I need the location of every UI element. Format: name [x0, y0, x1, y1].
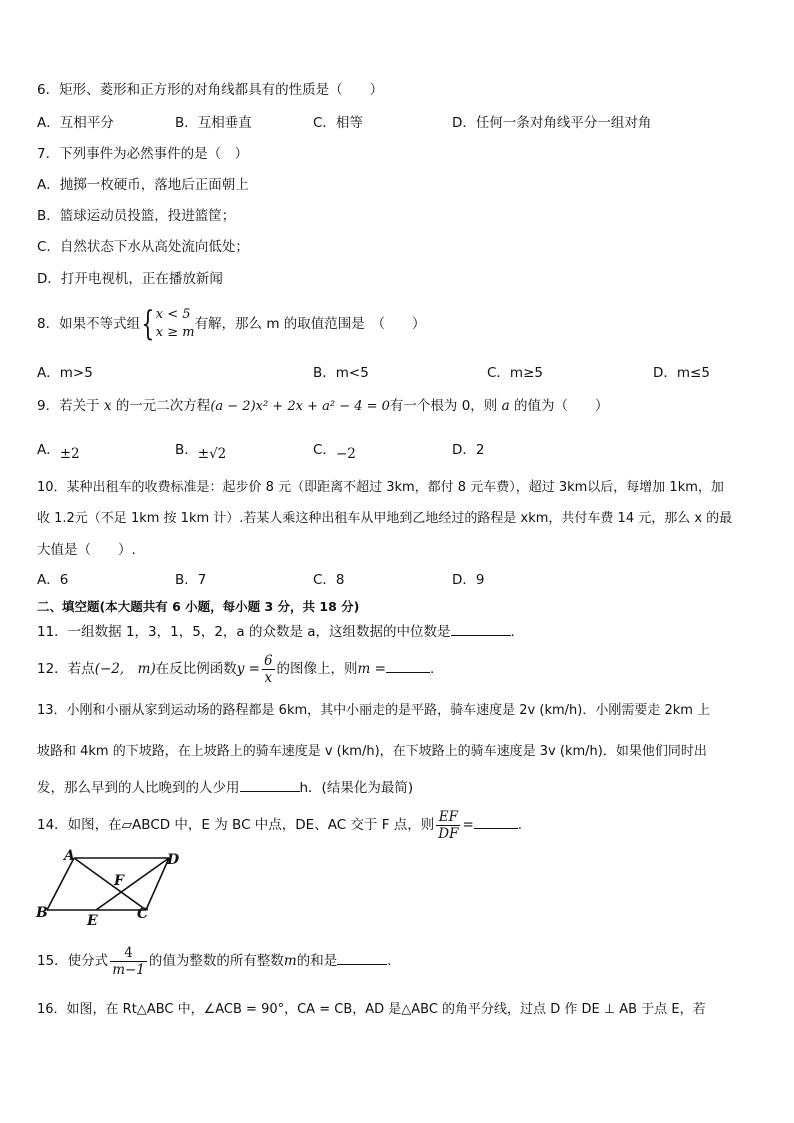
answer-blank[interactable]	[386, 660, 430, 673]
q7-option-b: B．篮球运动员投篮，投进篮筐；	[37, 208, 236, 224]
q7-stem: 7．下列事件为必然事件的是（ ）	[37, 146, 249, 162]
q9-stem-pre: 9．若关于	[37, 398, 100, 414]
q9-option-a-value: ±2	[59, 446, 80, 462]
q11-stem-text: 11．一组数据 1，3，1，5，2，a 的众数是 a，这组数据的中位数是	[37, 624, 451, 640]
answer-blank[interactable]	[337, 952, 387, 965]
point-label-f: F	[114, 873, 124, 889]
answer-blank[interactable]	[240, 779, 300, 792]
q14-end: .	[517, 817, 523, 833]
q12-stem	[37, 650, 434, 688]
q9-stem-end: 的值为（ ）	[513, 398, 609, 414]
vertex-label-a: A	[64, 848, 75, 864]
q8-option-c: C．m≥5	[487, 365, 543, 381]
q12-answer-lhs: m =	[357, 661, 386, 677]
q10-line-3: 大值是（ ）.	[37, 542, 136, 558]
section-heading: 二、填空题(本大题共有 6 小题，每小题 3 分，共 18 分)	[37, 599, 360, 614]
q9-option-a-label: A．	[37, 442, 60, 458]
q6-option-d: D．任何一条对角线平分一组对角	[452, 115, 652, 131]
q7-option-d: D．打开电视机，正在播放新闻	[37, 271, 223, 287]
parallelogram-figure	[34, 847, 184, 927]
q9-option-c-value: −2	[335, 446, 356, 462]
q11-stem	[37, 622, 515, 642]
q14-pre: 14．如图，在▱ABCD 中，E 为 BC 中点，DE、AC 交于 F 点，则	[37, 817, 435, 833]
q9-option-c-label: C．	[313, 442, 336, 458]
q12-func-lhs: y =	[236, 661, 260, 677]
q9-stem-mid: 的一元二次方程	[115, 398, 211, 414]
q8-option-d: D．m≤5	[653, 365, 710, 381]
q9-option-b	[175, 440, 226, 460]
q9-option-b-value: ±√2	[197, 446, 227, 462]
q9-option-b-label: B．	[175, 442, 198, 458]
q15-end: 的和是	[296, 953, 338, 969]
q10-option-c: C．8	[313, 572, 345, 588]
q12-denominator: x	[264, 669, 273, 686]
q12-numerator: 6	[263, 652, 273, 669]
inequality-row-1: x < 5	[155, 307, 191, 322]
q9-stem	[37, 396, 608, 417]
q8-stem-post: 有解，那么 m 的取值范围是 （ ）	[194, 316, 426, 332]
q14-denominator: DF	[438, 825, 459, 842]
q8-stem	[37, 304, 426, 344]
q8-option-b: B．m<5	[313, 365, 369, 381]
var-a: a	[501, 398, 510, 414]
q12-post: 的图像上，则	[276, 661, 358, 677]
q10-option-a: A．6	[37, 572, 69, 588]
q8-stem-pre: 8．如果不等式组	[37, 316, 141, 332]
q9-option-d: D．2	[452, 442, 485, 458]
q9-option-c	[313, 440, 356, 460]
q12-end: .	[429, 661, 435, 677]
q14-equals: =	[462, 817, 474, 833]
q10-line-1: 10．某种出租车的收费标准是：起步价 8 元（即距离不超过 3km，都付 8 元车费），超过 3km以后，每增加 1km，加	[37, 480, 724, 495]
q15-dot: .	[387, 953, 392, 969]
point-label-e: E	[87, 913, 98, 927]
q10-option-b: B．7	[175, 572, 207, 588]
q6-stem: 6．矩形、菱形和正方形的对角线都具有的性质是（ ）	[37, 82, 384, 98]
vertex-label-d: D	[167, 852, 180, 868]
answer-blank[interactable]	[474, 816, 518, 829]
q14-stem	[37, 806, 522, 844]
q9-stem-post: 有一个根为 0，则	[389, 398, 498, 414]
answer-blank[interactable]	[451, 623, 511, 636]
q10-line-2: 收 1.2元（不足 1km 按 1km 计）.若某人乘这种出租车从甲地到乙地经过的路程是 xkm，共付车费 14 元，那么 x 的最	[37, 511, 733, 526]
var-x: x	[103, 398, 112, 414]
q10-option-d: D．9	[452, 572, 485, 588]
q13-line-2: 坡路和 4km 的下坡路，在上坡路上的骑车速度是 v (km/h)，在下坡路上的骑车速度是 3v (km/h)．如果他们同时出	[37, 744, 707, 759]
q15-fraction	[110, 945, 147, 978]
q8-option-a: A．m>5	[37, 365, 93, 381]
vertex-label-c: C	[137, 906, 149, 922]
brace-symbol: {	[141, 304, 155, 344]
q6-option-b: B．互相垂直	[175, 115, 252, 131]
q15-denominator: m−1	[112, 961, 145, 978]
q7-option-c: C．自然状态下水从高处流向低处；	[37, 239, 249, 255]
q6-option-a: A．互相平分	[37, 115, 114, 131]
q13-line-1: 13．小刚和小丽从家到运动场的路程都是 6km，其中小丽走的是平路，骑车速度是 2v (km/h)．小刚需要走 2km 上	[37, 703, 711, 718]
q13-line-3	[37, 778, 413, 798]
inequality-system	[156, 306, 195, 342]
q12-pre: 12．若点	[37, 661, 95, 677]
q14-numerator: EF	[436, 809, 460, 826]
q12-point: (−2, m)	[94, 661, 156, 677]
var-m: m	[283, 953, 297, 969]
quadratic-equation: (a − 2)x² + 2x + a² − 4 = 0	[210, 399, 390, 414]
q7-option-a: A．抛掷一枚硬币，落地后正面朝上	[37, 177, 249, 193]
q15-numerator: 4	[110, 945, 147, 962]
q16-line-1: 16．如图，在 Rt△ABC 中，∠ACB = 90°，CA = CB，AD 是△ABC 的角平分线，过点 D 作 DE ⊥ AB 于点 E，若	[37, 1002, 706, 1017]
vertex-label-b: B	[36, 905, 48, 921]
q9-option-a	[37, 440, 80, 460]
q11-end: .	[510, 624, 515, 640]
q14-fraction	[436, 809, 460, 842]
q6-option-c: C．相等	[313, 115, 363, 131]
q12-fraction	[262, 653, 275, 686]
q13-line-3-post: h．(结果化为最简)	[299, 780, 414, 796]
q15-pre: 15．使分式	[37, 953, 109, 969]
q13-line-3-pre: 发，那么早到的人比晚到的人少用	[37, 780, 240, 796]
q15-post: 的值为整数的所有整数	[148, 953, 284, 969]
q12-mid: 在反比例函数	[155, 661, 237, 677]
q15-stem	[37, 940, 392, 982]
inequality-row-2: x ≥ m	[155, 325, 195, 340]
